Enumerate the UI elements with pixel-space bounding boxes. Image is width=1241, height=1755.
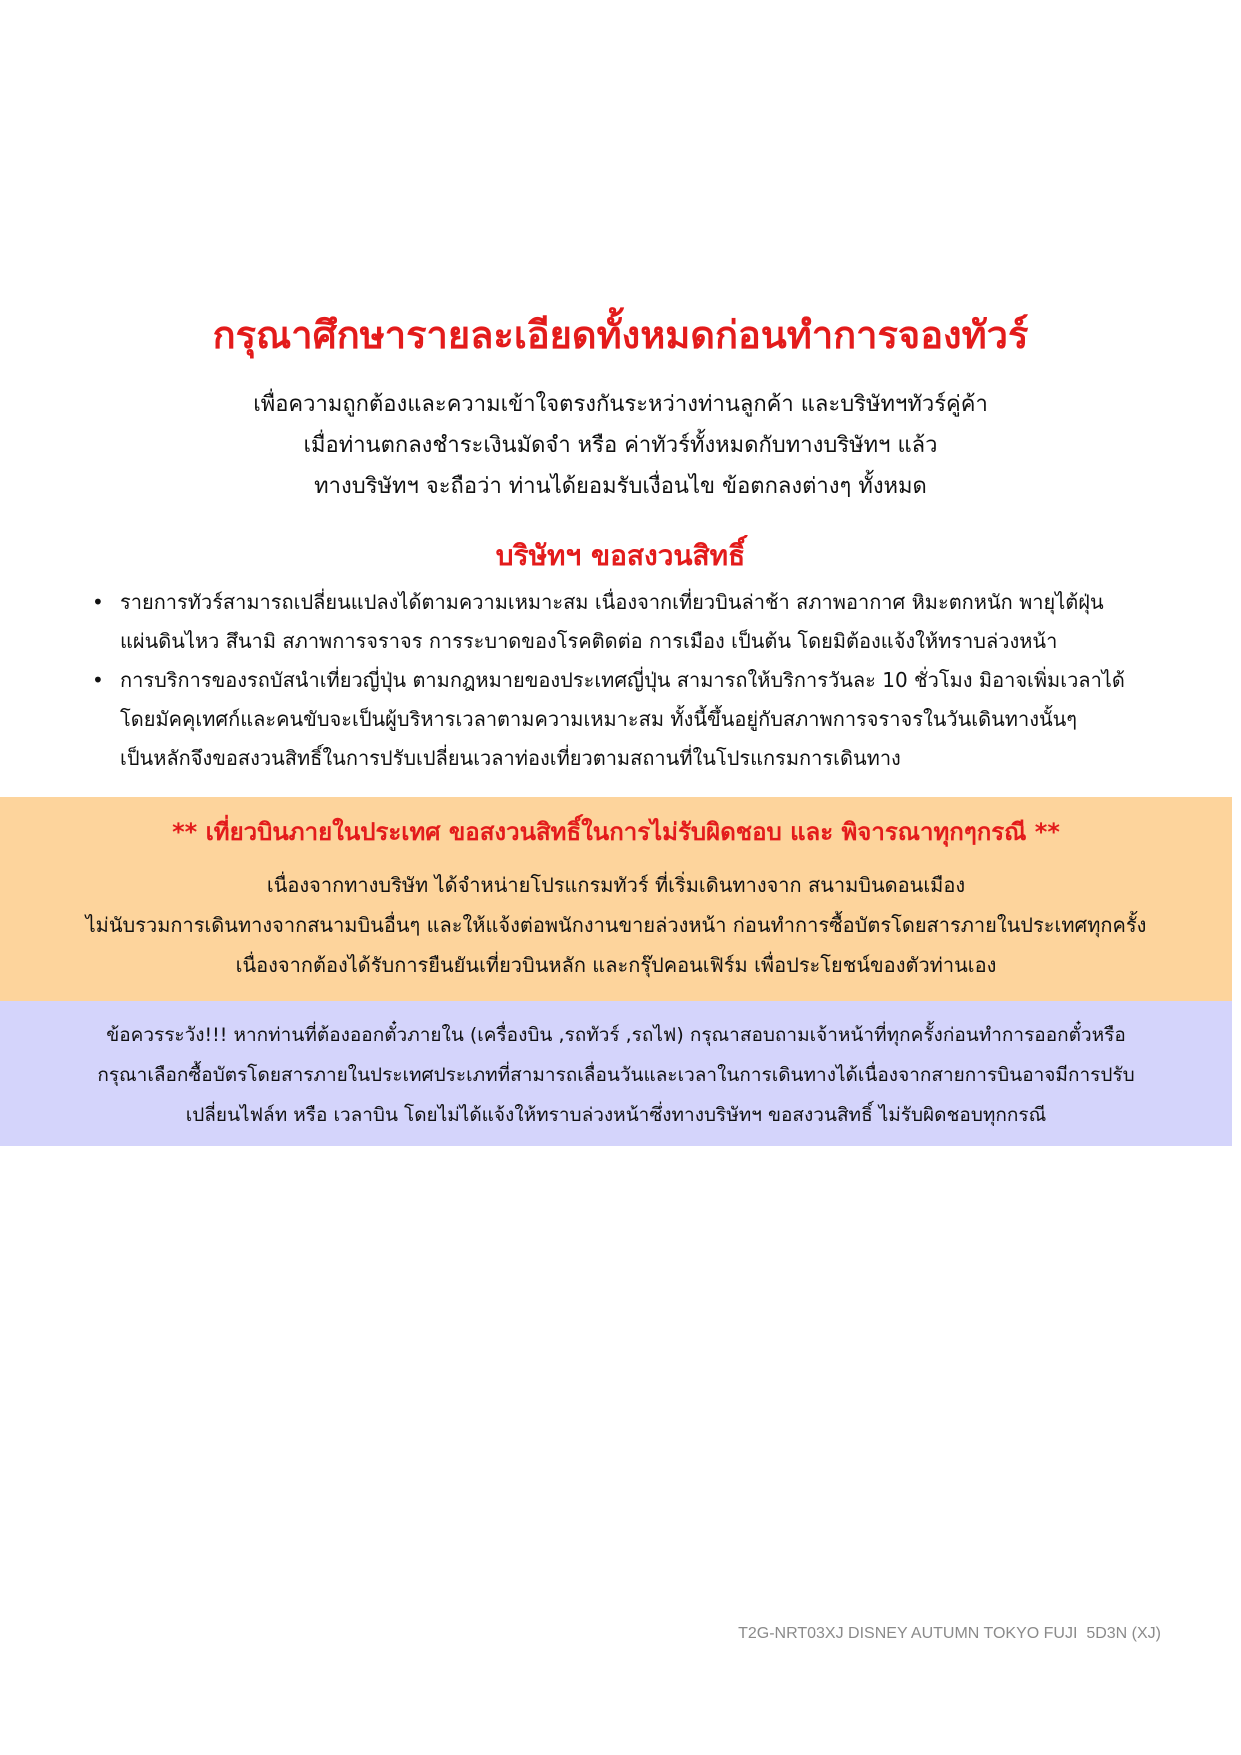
caution-line: เปลี่ยนไฟล์ท หรือ เวลาบิน โดยไม่ได้แจ้งให้ทราบล่วงหน้าซึ่งทางบริษัทฯ ขอสงวนสิทธิ์ ไม่รับผิดชอบทุกกรณี <box>185 1104 1047 1126</box>
intro-line: ทางบริษัทฯ จะถือว่า ท่านได้ยอมรับเงื่อนไข ข้อตกลงต่างๆ ทั้งหมด <box>314 474 927 499</box>
caution-body <box>0 1015 1232 1135</box>
notice-title: ** เที่ยวบินภายในประเทศ ขอสงวนสิทธิ์ในการไม่รับผิดชอบ และ พิจารณาทุกๆกรณี ** <box>172 818 1060 846</box>
bullet-icon: • <box>92 668 104 692</box>
list-item-line: เป็นหลักจึงขอสงวนสิทธิ์ในการปรับเปลี่ยนเวลาท่องเที่ยวตามสถานที่ในโปรแกรมการเดินทาง <box>120 746 901 770</box>
bullet-icon: • <box>92 590 104 614</box>
list-item <box>86 583 1166 661</box>
list-item-line: การบริการของรถบัสนำเที่ยวญี่ปุ่น ตามกฎหมายของประเทศญี่ปุ่น สามารถให้บริการวันละ 10 ชั่วโมง มิอาจเพิ่มเวลาได้ <box>120 668 1125 692</box>
tour-code-footer: T2G-NRT03XJ DISNEY AUTUMN TOKYO FUJI 5D3N (XJ) <box>738 1625 1161 1642</box>
notice-body <box>0 865 1232 985</box>
rights-heading: บริษัทฯ ขอสงวนสิทธิ์ <box>495 539 746 572</box>
intro-paragraph <box>0 384 1241 507</box>
domestic-flight-notice <box>0 797 1232 1001</box>
rights-list <box>86 583 1166 778</box>
notice-line: ไม่นับรวมการเดินทางจากสนามบินอื่นๆ และให้แจ้งต่อพนักงานขายล่วงหน้า ก่อนทำการซื้อบัตรโดยสารภายในประเทศทุกครั้ง <box>85 913 1147 937</box>
notice-line: เนื่องจากต้องได้รับการยืนยันเที่ยวบินหลัก และกรุ๊ปคอนเฟิร์ม เพื่อประโยชน์ของตัวท่านเอง <box>235 953 997 977</box>
caution-box <box>0 1001 1232 1146</box>
list-item-line: รายการทัวร์สามารถเปลี่ยนแปลงได้ตามความเหมาะสม เนื่องจากเที่ยวบินล่าช้า สภาพอากาศ หิมะตกหนัก พายุไต้ฝุ่น <box>120 590 1104 614</box>
page-title: กรุณาศึกษารายละเอียดทั้งหมดก่อนทำการจองทัวร์ <box>212 313 1029 357</box>
list-item <box>86 661 1166 778</box>
intro-line: เมื่อท่านตกลงชำระเงินมัดจำ หรือ ค่าทัวร์ทั้งหมดกับทางบริษัทฯ แล้ว <box>303 433 938 458</box>
caution-line: ข้อควรระวัง!!! หากท่านที่ต้องออกตั๋วภายใน (เครื่องบิน ,รถทัวร์ ,รถไฟ) กรุณาสอบถามเจ้าหน้าที่ทุกครั้งก่อนทำการออกตั๋วหรือ <box>106 1024 1126 1046</box>
list-item-line: โดยมัคคุเทศก์และคนขับจะเป็นผู้บริหารเวลาตามความเหมาะสม ทั้งนี้ขึ้นอยู่กับสภาพการจราจรในวันเดินทางนั้นๆ <box>120 707 1078 731</box>
intro-line: เพื่อความถูกต้องและความเข้าใจตรงกันระหว่างท่านลูกค้า และบริษัทฯทัวร์คู่ค้า <box>253 392 988 417</box>
list-item-line: แผ่นดินไหว สึนามิ สภาพการจราจร การระบาดของโรคติดต่อ การเมือง เป็นต้น โดยมิต้องแจ้งให้ทราบล่วงหน้า <box>120 629 1058 653</box>
caution-line: กรุณาเลือกซื้อบัตรโดยสารภายในประเทศประเภทที่สามารถเลื่อนวันและเวลาในการเดินทางได้เนื่องจากสายการบินอาจมีการปรับ <box>97 1064 1135 1086</box>
notice-line: เนื่องจากทางบริษัท ได้จำหน่ายโปรแกรมทัวร์ ที่เริ่มเดินทางจาก สนามบินดอนเมือง <box>266 873 966 897</box>
